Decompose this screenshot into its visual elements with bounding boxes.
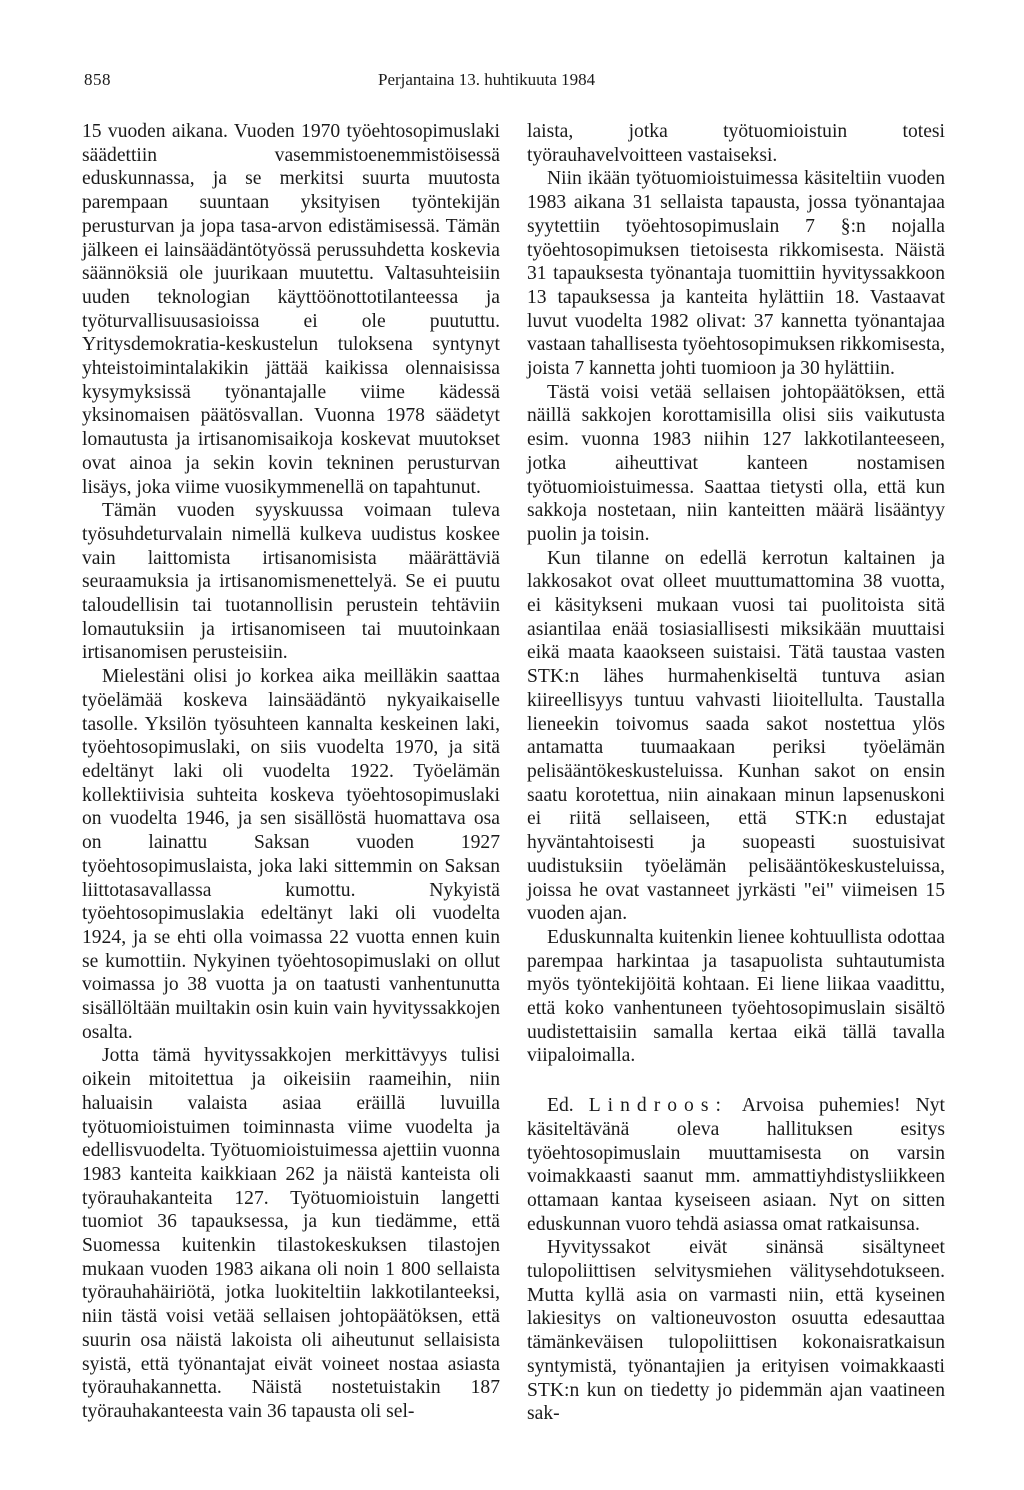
paragraph: Tästä voisi vetää sellaisen johtopäätöksen, että näillä sakkojen korottamisilla olisi siis vaikutusta esim. vuonna 1983 niihin 127 lakkotilanteeseen, jotka aiheuttivat kanteen nostamisen työtuomioistuimessa. Saattaa tietysti olla, että kun sakkoja nostetaan, niin kanteitten määrä lisääntyy puolin ja toisin.	[527, 381, 945, 545]
paragraph: Eduskunnalta kuitenkin lienee kohtuullista odottaa parempaa harkintaa ja tasapuolista suhtautumista myös työntekijöitä kohtaan. Ei liene liikaa vaadittu, että koko vanhentuneen työehtosopimuslain sisältö uudistettaisiin samalla kertaa eikä tällä tavalla viipaloimalla.	[527, 926, 945, 1067]
speech-paragraph	[527, 1094, 945, 1236]
page-header	[84, 70, 944, 94]
paragraph: Kun tilanne on edellä kerrotun kaltainen ja lakkosakot ovat olleet muuttumattomina 38 vuotta, ei käsitykseni mukaan vuosi tai puolitoista sitä asiantilaa enää tosiasiallisesti miksikään muuttaisi eikä maata kaaokseen suistaisi. Tätä taustaa vasten STK:n lähes hurmahenkiseltä tuntuva asian kiireellisyys tuntuu vahvasti liioitellulta. Taustalla lieneekin toivomus saada sakot nostettua ylös antamatta tuumaakaan periksi työelämän pelisääntökeskusteluissa. Kunhan sakot on ensin saatu korotettua, niin ainakaan minun lapsenuskoni ei riitä sellaiseen, että STK:n edustajat hyväntahtoisesti ja suopeasti suostuisivat uudistuksiin työelämän pelisääntökeskusteluissa, joissa he ovat vastanneet jyrkästi "ei" viimeisen 15 vuoden ajan.	[527, 547, 945, 925]
paragraph: Niin ikään työtuomioistuimessa käsiteltiin vuoden 1983 aikana 31 sellaista tapausta, jossa työnantajaa syytettiin työehtosopimuslain 7 §:n nojalla työehtosopimuksen tietoisesta rikkomisesta. Näistä 31 tapauksesta työnantaja tuomittiin hyvityssakkoon 13 tapauksessa ja kanteita hylättiin 18. Vastaavat luvut vuodelta 1982 olivat: 37 kannetta työnantajaa vastaan tahallisesta työehtosopimuksen rikkomisesta, joista 7 kannetta johti tuomioon ja 30 hylättiin.	[527, 168, 945, 380]
paragraph: Jotta tämä hyvityssakkojen merkittävyys tulisi oikein mitoitettua ja oikeisiin raameihin, niin haluaisin valaista asiaa eräillä luvuilla työtuomioistuimen toiminnasta viime vuodelta ja edellisvuodelta. Työtuomioistuimessa ajettiin vuonna 1983 kanteita kaikkiaan 262 ja näistä kanteista oli työrauhakanteita 127. Työtuomioistuin langetti tuomiot 36 tapauksessa, ja kun tiedämme, että Suomessa kuitenkin tilastokeskuksen tilastojen mukaan vuoden 1983 aikana oli noin 1 800 sellaista työrauhahäiriötä, jotka luokiteltiin lakkotilanteeksi, niin tästä voisi vetää sellaisen johtopäätöksen, että suurin osa näistä lakoista oli aiheutunut sellaisista syistä, että työnantajat eivät voineet nostaa asiasta työrauhakannetta. Näistä nostetuistakin 187 työrauhakanteesta vain 36 tapausta oli sel-	[82, 1045, 500, 1422]
paragraph: 15 vuoden aikana. Vuoden 1970 työehtosopimuslaki säädettiin vasemmistoenemmistöisessä eduskunnassa, ja se merkitsi suurta muutosta parempaan suuntaan yksityisen työntekijän perusturvan ja jopa tasa-arvon edistämisessä. Tämän jälkeen ei lainsäädäntötyössä perussuhdetta koskevia säännöksiä ole juurikaan muutettu. Valtasuhteisiin uuden teknologian käyttöönottotilanteessa ja työturvallisuusasioissa ei ole puututtu. Yritysdemokratia-keskustelun tuloksena syntynyt yhteistoimintalakikin jättää kaikissa olennaisissa kysymyksissä työnantajalle viime kädessä yksinomaisen päätösvallan. Vuonna 1978 säädetyt lomautusta ja irtisanomisaikoja koskevat muutokset ovat ainoa ja sekin kovin tekninen perusturvan lisäys, joka viime vuosikymmenellä on tapahtunut.	[82, 121, 500, 498]
paragraph: Hyvityssakot eivät sinänsä sisältyneet tulopoliittisen selvitysmiehen välitysehdotukseen. Mutta kyllä asia on varmasti niin, että kyseinen lakiesitys on valtioneuvoston osuutta edesauttaa tämänkeväisen tulopoliittisen kokonaisratkaisun syntymistä, työnantajien ja erityisen voimakkaasti STK:n kun on tiedetty jo pidemmän ajan vaatineen sak-	[527, 1237, 945, 1425]
left-column	[82, 120, 500, 1424]
running-head-date: Perjantaina 13. huhtikuuta 1984	[378, 70, 596, 89]
paragraph: Mielestäni olisi jo korkea aika meilläkin saattaa työelämää koskeva lainsäädäntö nykyaikaiselle tasolle. Yksilön työsuhteen kannalta keskeinen laki, työehtosopimuslaki, on siis vuodelta 1970, ja sitä edeltänyt laki oli vuodelta 1922. Työelämän kollektiivisia suhteita koskeva työehtosopimuslaki on vuodelta 1946, ja sen sisällöstä huomattava osa on lainattu Saksan vuoden 1927 työehtosopimuslaista, joka laki sittemmin on Saksan liittotasavallassa kumottu. Nykyistä työehtosopimuslakia edeltänyt laki oli vuodelta 1924, ja se ehti olla voimassa 22 vuotta ennen kuin se kumottiin. Nykyinen työehtosopimuslaki on ollut voimassa jo 38 vuotta ja on taatusti vanhentunutta sisällöltään muiltakin osin kuin vain hyvityssakkojen osalta.	[82, 666, 500, 1043]
speaker-name: Lindroos:	[588, 1095, 728, 1117]
paragraph: Tämän vuoden syyskuussa voimaan tuleva työsuhdeturvalain nimellä kulkeva uudistus koskee vain laittomista irtisanomisista määrättäviä seuraamuksia ja irtisanomismenettelyä. Se ei puutu taloudellisin tai tuotannollisin perustein tehtäviin lomautuksiin ja irtisanomiseen tai muutoinkaan irtisanomisen perusteisiin.	[82, 500, 500, 664]
right-column	[527, 120, 945, 1426]
speaker-title: Ed.	[547, 1095, 574, 1117]
page-number: 858	[84, 70, 111, 89]
paragraph: laista, jotka työtuomioistuin totesi työrauhavelvoitteen vastaiseksi.	[527, 121, 945, 166]
speech-text: Arvoisa puhemies! Nyt käsiteltävänä oleva hallituksen esitys työehtosopimuslain muuttamisesta on varsin voimakkaasti saanut mm. ammattiyhdistysliikkeen ottamaan kantaa kyseiseen asiaan. Nyt on sitten eduskunnan vuoro tehdä asiassa omat ratkaisunsa.	[527, 1095, 946, 1235]
